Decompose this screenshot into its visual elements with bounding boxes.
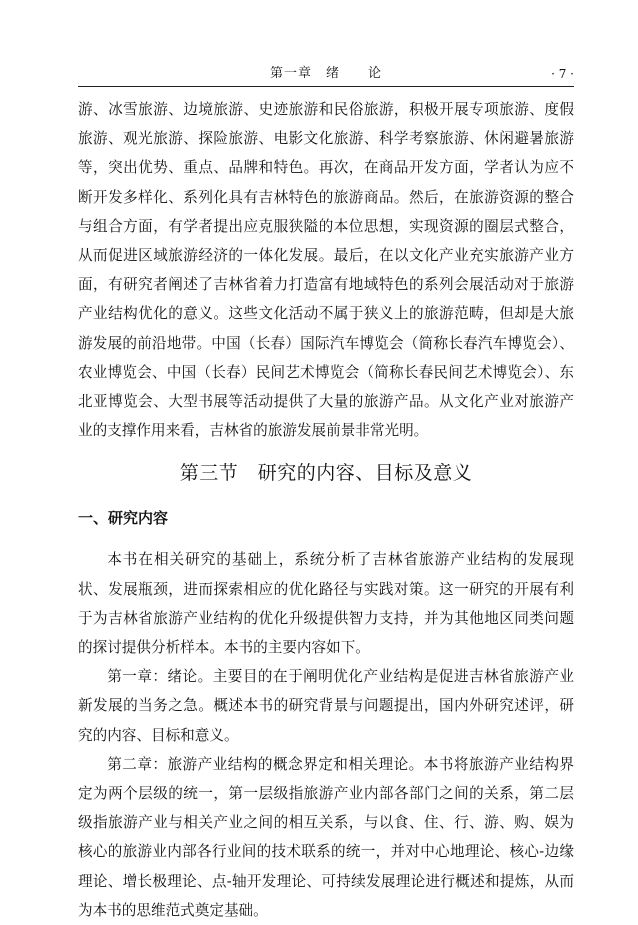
section-title: 第三节 研究的内容、目标及意义 <box>179 462 473 485</box>
page-number: · 7 · <box>551 67 574 81</box>
running-header <box>78 64 574 84</box>
paragraph-chapter-two: 第二章：旅游产业结构的概念界定和相关理论。本书将旅游产业结构界定为两个层级的统一，第一层级指旅游产业内部各部门之间的关系，第二层级指旅游产业与相关产业之间的相互关系，与以食、住、行、游、购、娱为核心的旅游业内部各行业间的技术联系的统一，并对中心地理论、核心-边缘理论、增长极理论、点-轴开发理论、可持续发展理论进行概述和提炼，从而为本书的思维范式奠定基础。 <box>78 755 574 919</box>
header-rule <box>78 86 574 87</box>
body-text <box>78 95 574 925</box>
subsection-heading: 一、研究内容 <box>78 509 169 528</box>
running-title: 第一章 绪 论 <box>269 66 382 81</box>
paragraph-intro: 本书在相关研究的基础上，系统分析了吉林省旅游产业结构的发展现状、发展瓶颈，进而探索相应的优化路径与实践对策。这一研究的开展有利于为吉林省旅游产业结构的优化升级提供智力支持，并为其他地区同类问题的探讨提供分析样本。本书的主要内容如下。 <box>78 551 574 657</box>
paragraph-continued: 游、冰雪旅游、边境旅游、史迹旅游和民俗旅游，积极开展专项旅游、度假旅游、观光旅游、探险旅游、电影文化旅游、科学考察旅游、休闲避暑旅游等，突出优势、重点、品牌和特色。再次，在商品开发方面，学者认为应不断开发多样化、系列化具有吉林特色的旅游商品。然后，在旅游资源的整合与组合方面，有学者提出应克服狭隘的本位思想，实现资源的圈层式整合，从而促进区域旅游经济的一体化发展。最后，在以文化产业充实旅游产业方面，有研究者阐述了吉林省着力打造富有地域特色的系列会展活动对于旅游产业结构优化的意义。这些文化活动不属于狭义上的旅游范畴，但却是大旅游发展的前沿地带。中国（长春）国际汽车博览会（简称长春汽车博览会）、农业博览会、中国（长春）民间艺术博览会（简称长春民间艺术博览会）、东北亚博览会、大型书展等活动提供了大量的旅游产品。从文化产业对旅游产业的支撑作用来看，吉林省的旅游发展前景非常光明。 <box>78 101 574 440</box>
paragraph-chapter-one: 第一章：绪论。主要目的在于阐明优化产业结构是促进吉林省旅游产业新发展的当务之急。概述本书的研究背景与问题提出，国内外研究述评，研究的内容、目标和意义。 <box>78 668 574 744</box>
